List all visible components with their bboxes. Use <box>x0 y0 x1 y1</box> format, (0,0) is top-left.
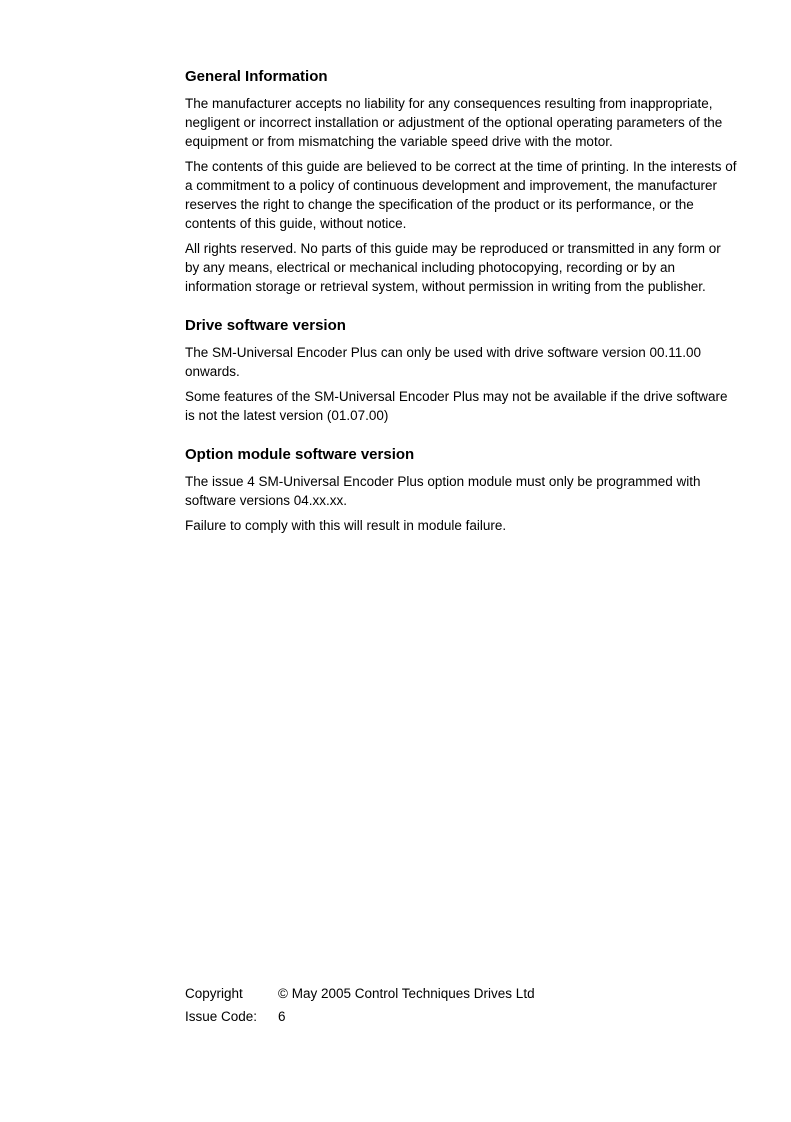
copyright-label: Copyright <box>185 986 243 1001</box>
drive-software-version-paragraph-1: The SM-Universal Encoder Plus can only be used with drive software version 00.11.00 onwards. <box>185 345 702 379</box>
option-module-software-version-paragraph-1: The issue 4 SM-Universal Encoder Plus option module must only be programmed with software versions 04.xx.xx. <box>185 474 701 508</box>
document-body <box>185 68 738 541</box>
general-information-paragraph-2: The contents of this guide are believed to be correct at the time of printing. In the interests of a commitment to a policy of continuous development and improvement, the manufacturer reserves the right to change the specification of the product or its performance, or the contents of this guide, without notice. <box>185 159 737 231</box>
issue-code-row <box>185 1005 535 1028</box>
section-heading-drive-software-version: Drive software version <box>185 317 346 334</box>
drive-software-version-paragraph-2: Some features of the SM-Universal Encoder Plus may not be available if the drive software is not the latest version (01.07.00) <box>185 389 728 423</box>
copyright-row <box>185 982 535 1005</box>
option-module-software-version-paragraph-2: Failure to comply with this will result in module failure. <box>185 518 507 533</box>
page-footer <box>185 982 535 1028</box>
section-heading-general-information: General Information <box>185 68 328 85</box>
general-information-paragraph-1: The manufacturer accepts no liability for any consequences resulting from inappropriate, negligent or incorrect installation or adjustment of the optional operating parameters of the equipment or from mismatching the variable speed drive with the motor. <box>185 96 723 149</box>
general-information-paragraph-3: All rights reserved. No parts of this guide may be reproduced or transmitted in any form or by any means, electrical or mechanical including photocopying, recording or by an information storage or retrieval system, without permission in writing from the publisher. <box>185 241 721 294</box>
issue-code-value: 6 <box>278 1009 286 1024</box>
issue-code-label: Issue Code: <box>185 1009 258 1024</box>
copyright-value: © May 2005 Control Techniques Drives Ltd <box>278 986 535 1001</box>
section-heading-option-module-software-version: Option module software version <box>185 446 415 463</box>
